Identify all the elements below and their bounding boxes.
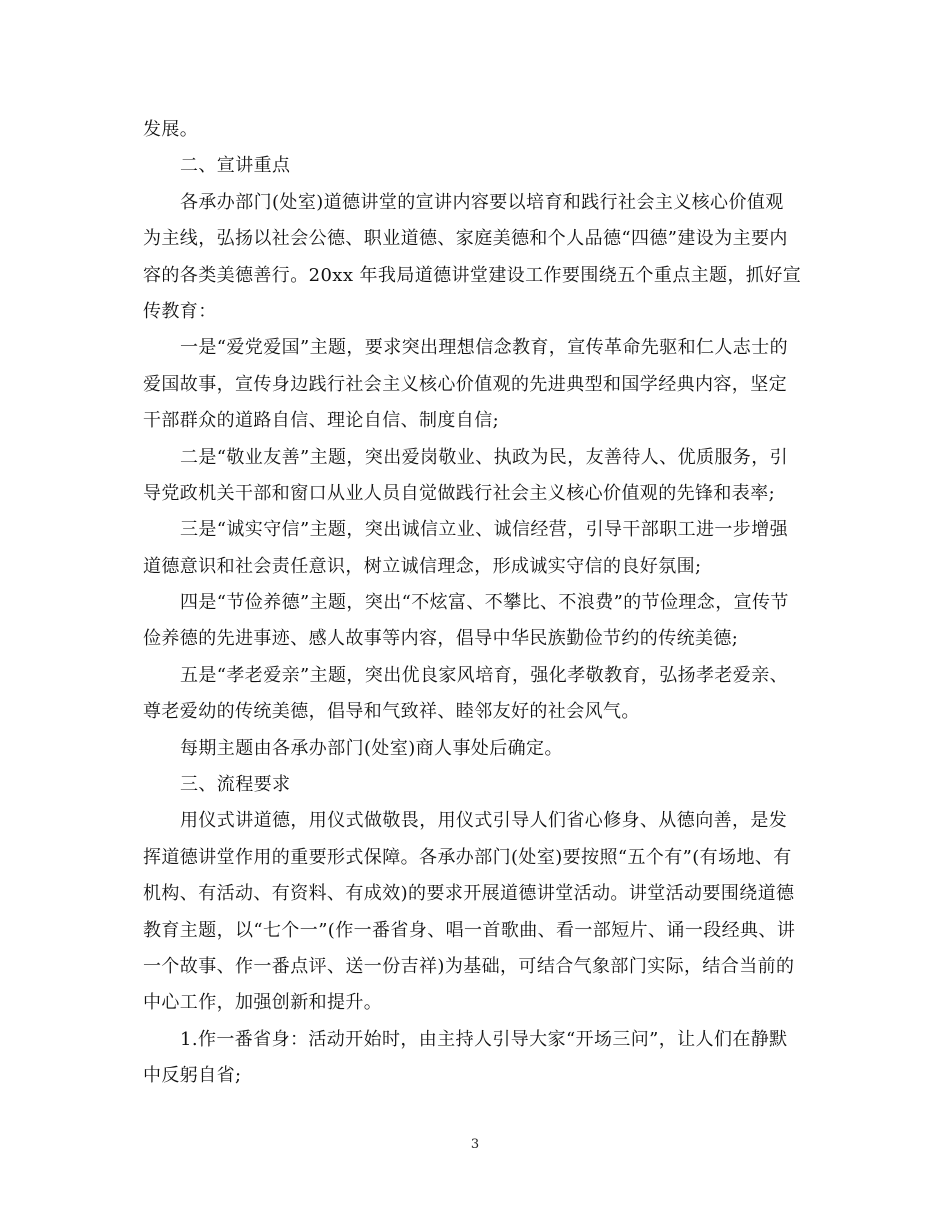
paragraph-line: 三是“诚实守信”主题，突出诚信立业、诚信经营，引导干部职工进一步增强 [180, 519, 789, 541]
paragraph-line: 二是“敬业友善”主题，突出爱岗敬业、执政为民，友善待人、优质服务，引 [180, 446, 789, 468]
paragraph-line: 传教育： [143, 300, 217, 322]
paragraph-line: 用仪式讲道德，用仪式做敬畏，用仪式引导人们省心修身、从德向善，是发 [180, 810, 788, 832]
paragraph-line: 导党政机关干部和窗口从业人员自觉做践行社会主义核心价值观的先锋和表率; [143, 482, 776, 504]
page-number: 3 [470, 1137, 480, 1152]
paragraph-line: 各承办部门(处室)道德讲堂的宣讲内容要以培育和践行社会主义核心价值观 [180, 191, 784, 213]
paragraph-line: 中心工作，加强创新和提升。 [143, 992, 383, 1014]
paragraph-line: 四是“节俭养德”主题，突出“不炫富、不攀比、不浪费”的节俭理念，宣传节 [180, 592, 789, 614]
paragraph-line: 教育主题，以“七个一”(作一番省身、唱一首歌曲、看一部短片、诵一段经典、讲 [143, 919, 796, 941]
paragraph-line: 容的各类美德善行。20xx 年我局道德讲堂建设工作要围绕五个重点主题，抓好宣 [143, 264, 802, 286]
paragraph-line: 一个故事、作一番点评、送一份吉祥)为基础，可结合气象部门实际，结合当前的 [143, 955, 795, 977]
section-heading: 二、宣讲重点 [180, 155, 291, 177]
paragraph-line: 干部群众的道路自信、理论自信、制度自信; [143, 410, 500, 432]
paragraph-line: 尊老爱幼的传统美德，倡导和气致祥、睦邻友好的社会风气。 [143, 701, 640, 723]
paragraph-line: 道德意识和社会责任意识，树立诚信理念，形成诚实守信的良好氛围; [143, 555, 702, 577]
section-heading: 三、流程要求 [180, 774, 291, 796]
paragraph-line: 一是“爱党爱国”主题，要求突出理想信念教育，宣传革命先驱和仁人志士的 [180, 337, 789, 359]
paragraph-line: 挥道德讲堂作用的重要形式保障。各承办部门(处室)要按照“五个有”(有场地、有 [143, 846, 792, 868]
paragraph-line: 俭养德的先进事迹、感人故事等内容，倡导中华民族勤俭节约的传统美德; [143, 628, 739, 650]
paragraph-line: 五是“孝老爱亲”主题，突出优良家风培育，强化孝敬教育，弘扬孝老爱亲、 [180, 664, 789, 686]
text-line: 发展。 [143, 119, 199, 140]
paragraph-line: 机构、有活动、有资料、有成效)的要求开展道德讲堂活动。讲堂活动要围绕道德 [143, 883, 795, 905]
document-body [143, 112, 808, 1095]
paragraph-line: 每期主题由各承办部门(处室)商人事处后确定。 [180, 737, 563, 759]
paragraph-line: 为主线，弘扬以社会公德、职业道德、家庭美德和个人品德“四德”建设为主要内 [143, 228, 788, 250]
paragraph-line: 1.作一番省身：活动开始时，由主持人引导大家“开场三问”，让人们在静默 [180, 1028, 788, 1050]
paragraph-line: 中反躬自省; [143, 1065, 242, 1087]
paragraph-line: 爱国故事，宣传身边践行社会主义核心价值观的先进典型和国学经典内容，坚定 [143, 373, 787, 395]
